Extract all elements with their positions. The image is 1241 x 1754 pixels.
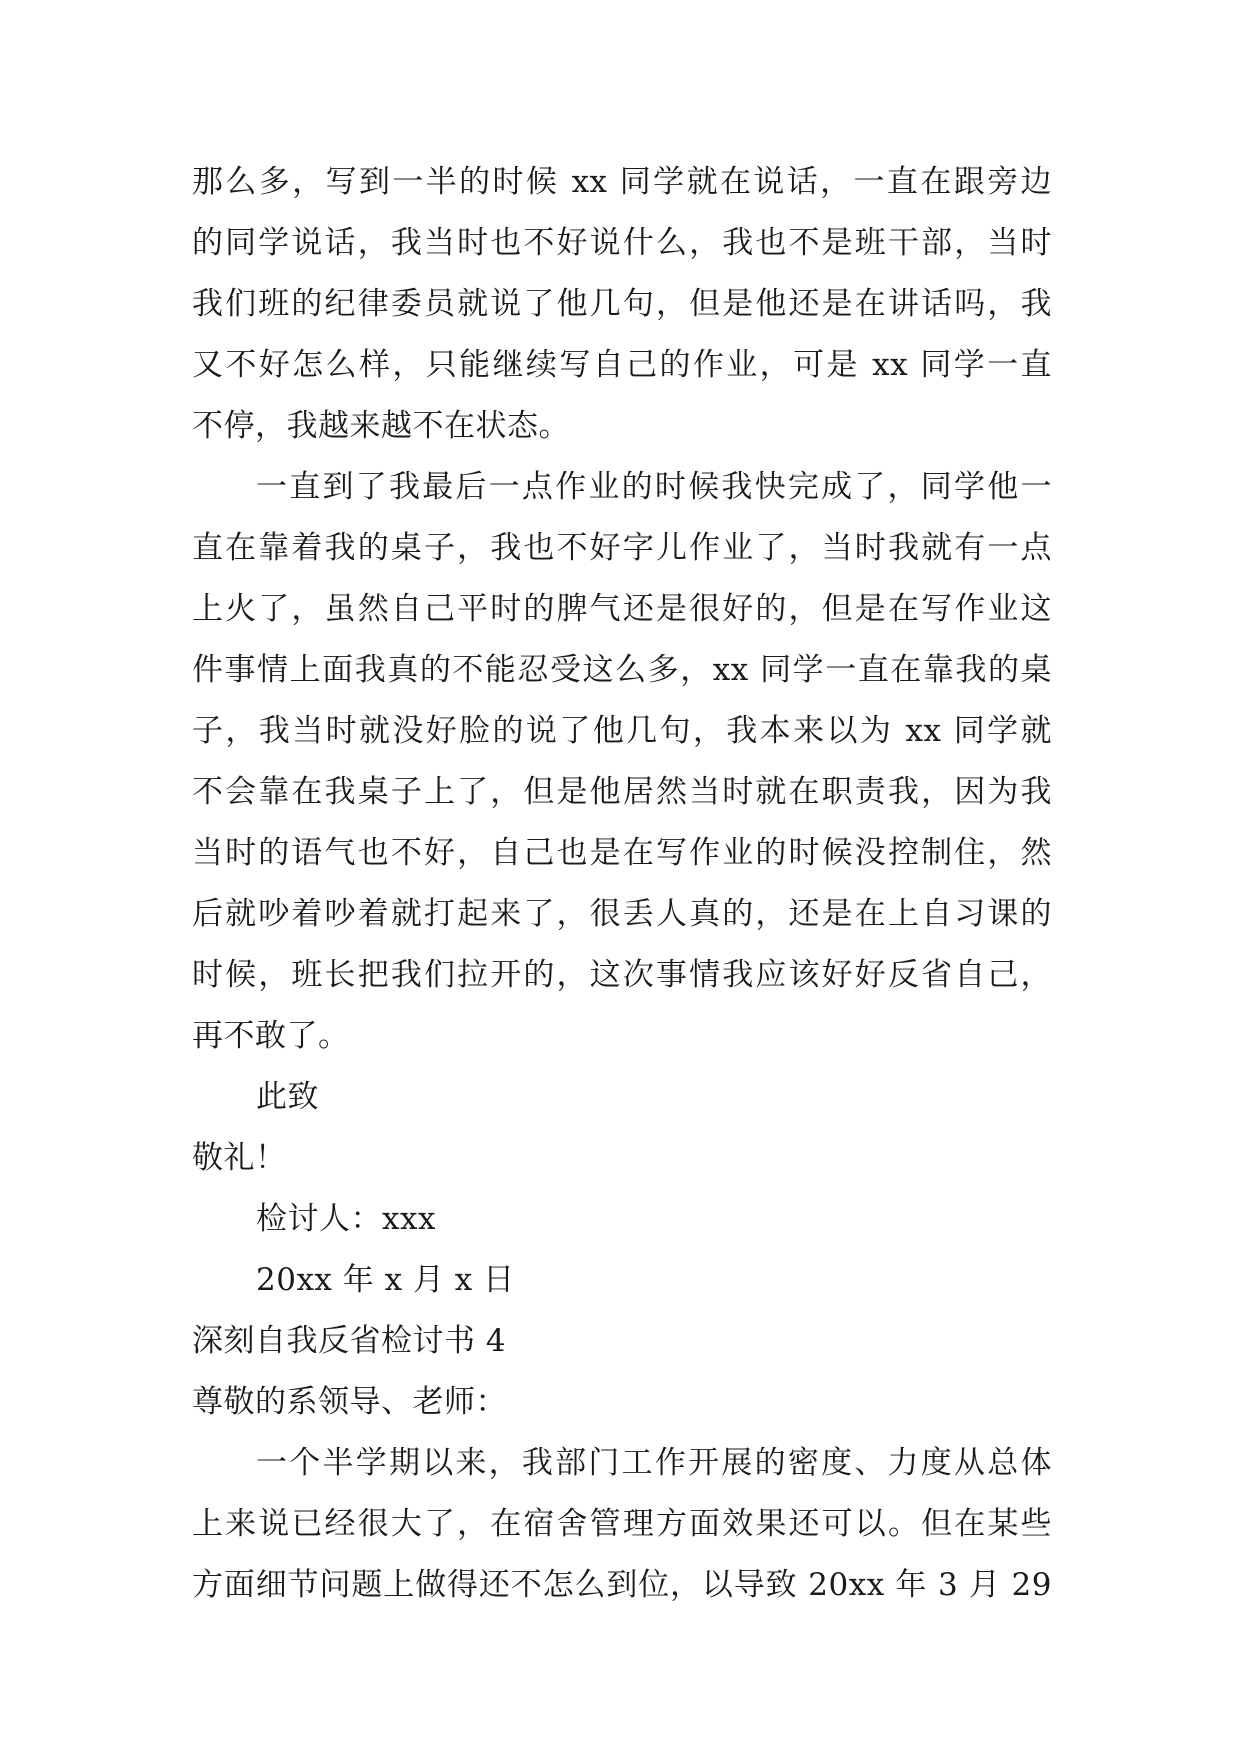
section-title: 深刻自我反省检讨书 4 (192, 1323, 507, 1359)
text-line: 一个半学期以来，我部门工作开展的密度、力度从总体 (256, 1445, 1052, 1481)
addressee: 尊敬的系领导、老师： (192, 1384, 507, 1420)
text-line: 件事情上面我真的不能忍受这么多，xx 同学一直在靠我的桌 (192, 652, 1052, 688)
text-line: 不会靠在我桌子上了，但是他居然当时就在职责我，因为我 (192, 774, 1052, 810)
regards: 敬礼！ (192, 1140, 287, 1176)
text-line: 当时的语气也不好，自己也是在写作业的时候没控制住，然 (192, 835, 1052, 871)
text-line: 子，我当时就没好脸的说了他几句，我本来以为 xx 同学就 (192, 713, 1052, 749)
text-line: 方面细节问题上做得还不怎么到位，以导致 20xx 年 3 月 29 (192, 1567, 1052, 1603)
document-page (192, 152, 1052, 1616)
text-line: 上火了，虽然自己平时的脾气还是很好的，但是在写作业这 (192, 591, 1052, 627)
next-section (192, 1311, 1052, 1616)
closing-block (192, 1067, 1052, 1311)
text-line: 一直到了我最后一点作业的时候我快完成了，同学他一 (256, 469, 1052, 505)
signer: 检讨人：xxx (256, 1201, 436, 1237)
text-line: 上来说已经很大了，在宿舍管理方面效果还可以。但在某些 (192, 1506, 1052, 1542)
text-line: 再不敢了。 (192, 1018, 350, 1054)
text-line: 直在靠着我的桌子，我也不好字儿作业了，当时我就有一点 (192, 530, 1052, 566)
salutation: 此致 (256, 1079, 319, 1115)
date: 20xx 年 x 月 x 日 (256, 1262, 515, 1298)
text-line: 又不好怎么样，只能继续写自己的作业，可是 xx 同学一直 (192, 347, 1052, 383)
text-line: 的同学说话，我当时也不好说什么，我也不是班干部，当时 (192, 225, 1052, 261)
paragraph-2 (192, 457, 1052, 1067)
text-line: 后就吵着吵着就打起来了，很丢人真的，还是在上自习课的 (192, 896, 1052, 932)
text-line: 不停，我越来越不在状态。 (192, 408, 570, 444)
paragraph-1 (192, 152, 1052, 457)
text-line: 那么多，写到一半的时候 xx 同学就在说话，一直在跟旁边 (192, 164, 1052, 200)
text-line: 我们班的纪律委员就说了他几句，但是他还是在讲话吗，我 (192, 286, 1052, 322)
text-line: 时候，班长把我们拉开的，这次事情我应该好好反省自己， (192, 957, 1052, 993)
